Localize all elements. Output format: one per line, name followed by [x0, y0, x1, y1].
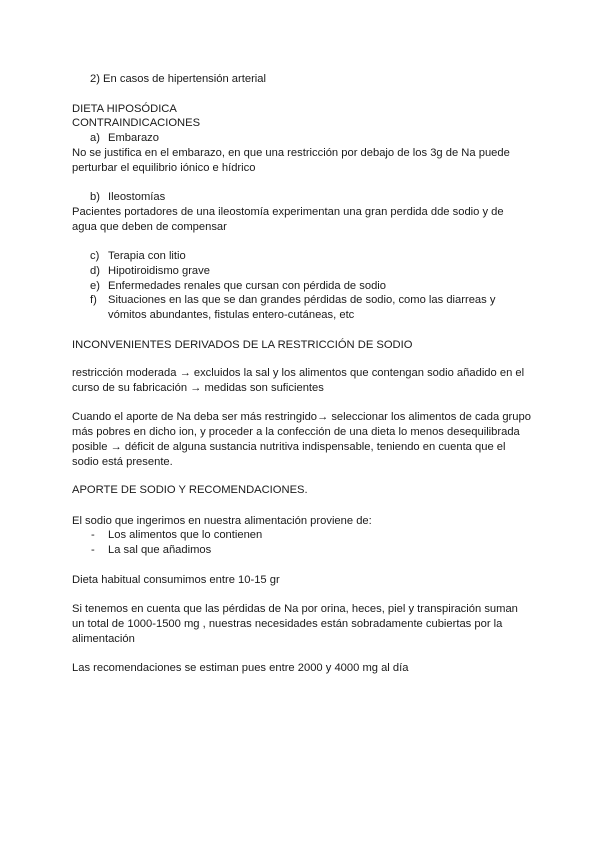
- list-marker: a): [90, 132, 100, 144]
- paragraph-line: Cuando el aporte de Na deba ser más restringido→ seleccionar los alimentos de cada grupo: [72, 411, 531, 423]
- list-item-2: 2) En casos de hipertensión arterial: [90, 73, 266, 85]
- bullet-item: Los alimentos que lo contienen: [108, 529, 263, 541]
- paragraph-line: restricción moderada → excluidos la sal y los alimentos que contengan sodio añadido en el: [72, 367, 525, 379]
- list-item-label-continued: vómitos abundantes, fistulas entero-cutáneas, etc: [108, 309, 355, 321]
- bullet-marker: -: [91, 544, 95, 556]
- paragraph: [72, 366, 532, 396]
- list-item-label: Embarazo: [108, 132, 159, 144]
- section-subtitle: CONTRAINDICACIONES: [72, 117, 201, 129]
- list-marker: f): [90, 294, 97, 306]
- paragraph: [72, 602, 532, 647]
- paragraph-line: No se justifica en el embarazo, en que una restricción por debajo de los 3g de Na puede: [72, 147, 510, 159]
- list-marker: e): [90, 280, 100, 292]
- paragraph: Las recomendaciones se estiman pues entre 2000 y 4000 mg al día: [72, 662, 409, 674]
- paragraph-line: alimentación: [72, 633, 135, 645]
- paragraph-line: curso de su fabricación → medidas son suficientes: [72, 382, 324, 394]
- list-marker: c): [90, 250, 100, 262]
- paragraph-line: posible → déficit de alguna sustancia nutritiva indispensable, teniendo en cuenta que el: [72, 441, 506, 453]
- list-item-label: Hipotiroidismo grave: [108, 265, 210, 277]
- list-item-label: Enfermedades renales que cursan con pérdida de sodio: [108, 280, 387, 292]
- paragraph-line: más pobres en dicho ion, y proceder a la confección de una dieta lo menos desequilibrada: [72, 426, 520, 438]
- paragraph-line: perturbar el equilibrio iónico e hídrico: [72, 162, 256, 174]
- paragraph-line: sodio está presente.: [72, 456, 173, 468]
- paragraph-line: agua que deben de compensar: [72, 221, 227, 233]
- paragraph: [72, 146, 532, 176]
- paragraph-line: Si tenemos en cuenta que las pérdidas de Na por orina, heces, piel y transpiración suman: [72, 603, 518, 615]
- paragraph: El sodio que ingerimos en nuestra alimentación proviene de:: [72, 515, 372, 527]
- list-item-label: Situaciones en las que se dan grandes pérdidas de sodio, como las diarreas y: [108, 294, 496, 306]
- paragraph: [72, 205, 532, 235]
- list-marker: d): [90, 265, 100, 277]
- paragraph: Dieta habitual consumimos entre 10-15 gr: [72, 574, 280, 586]
- bullet-item: La sal que añadimos: [108, 544, 212, 556]
- paragraph: [72, 410, 532, 470]
- section-title: DIETA HIPOSÓDICA: [72, 103, 177, 115]
- bullet-marker: -: [91, 529, 95, 541]
- list-item-label: Ileostomías: [108, 191, 166, 203]
- list-item-label: Terapia con litio: [108, 250, 186, 262]
- list-marker: b): [90, 191, 100, 203]
- paragraph-line: Pacientes portadores de una ileostomía experimentan una gran perdida dde sodio y de: [72, 206, 504, 218]
- section-heading: APORTE DE SODIO Y RECOMENDACIONES.: [72, 484, 308, 496]
- section-heading: INCONVENIENTES DERIVADOS DE LA RESTRICCIÓN DE SODIO: [72, 339, 413, 351]
- paragraph-line: un total de 1000-1500 mg , nuestras necesidades están sobradamente cubiertas por la: [72, 618, 503, 630]
